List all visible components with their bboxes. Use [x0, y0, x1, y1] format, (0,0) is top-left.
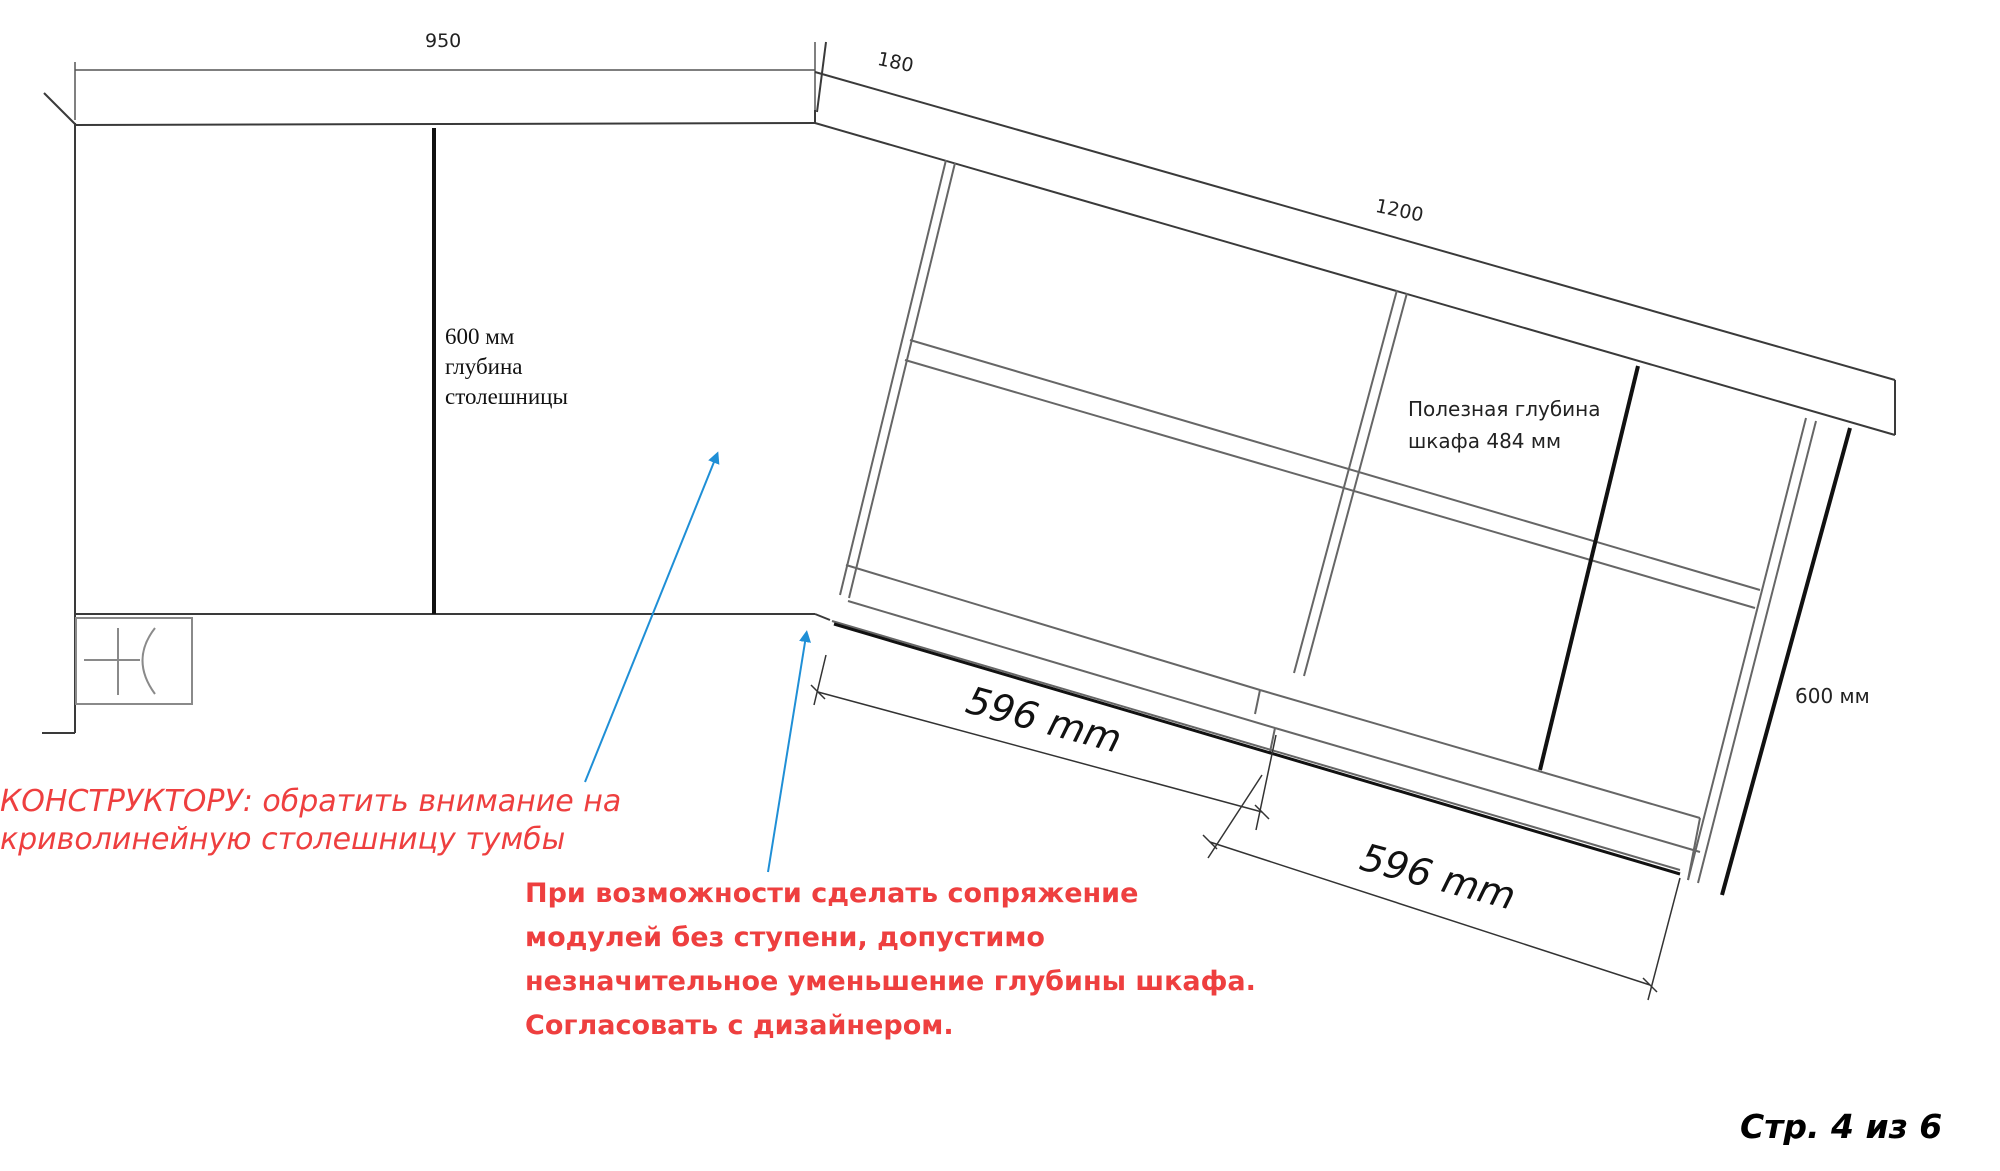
dimension-950	[75, 42, 815, 120]
joint-note-line-4: Согласовать с дизайнером.	[525, 1010, 954, 1041]
countertop-depth-line-1: 600 мм	[445, 324, 515, 349]
right-countertop	[815, 42, 1895, 620]
arrow-to-joint	[768, 636, 806, 872]
countertop-depth-line-3: столешницы	[445, 384, 568, 409]
dimension-label-1200: 1200	[1373, 195, 1426, 227]
module-b-dimension-label: 596 mm	[1355, 835, 1521, 919]
module-a-dimension-label: 596 mm	[961, 678, 1127, 762]
cabinet-body	[832, 160, 1816, 883]
dimension-label-180: 180	[875, 48, 916, 78]
joint-note	[525, 872, 1256, 1048]
dimension-label-950: 950	[425, 30, 462, 52]
designer-note	[0, 783, 621, 859]
joint-note-line-2: модулей без ступени, допустимо	[525, 922, 1045, 953]
left-countertop	[42, 93, 815, 733]
joint-note-line-1: При возможности сделать сопряжение	[525, 878, 1139, 909]
joint-note-line-3: незначительное уменьшение глубины шкафа.	[525, 966, 1256, 997]
useful-depth-line-1: Полезная глубина	[1408, 397, 1601, 421]
right-depth-label: 600 мм	[1795, 684, 1870, 708]
front-edge-bold	[834, 624, 1680, 874]
designer-note-line-1: КОНСТРУКТОРУ: обратить внимание на	[0, 784, 622, 819]
designer-note-line-2: криволинейную столешницу тумбы	[0, 822, 566, 857]
useful-depth-label	[1408, 393, 1601, 457]
countertop-depth-line-2: глубина	[445, 354, 523, 379]
useful-depth-line-2: шкафа 484 мм	[1408, 429, 1562, 453]
countertop-depth-label	[445, 322, 568, 412]
sink-symbol	[76, 618, 192, 704]
arrow-to-countertop	[585, 457, 716, 782]
page-number: Стр. 4 из 6	[1740, 1107, 1943, 1146]
